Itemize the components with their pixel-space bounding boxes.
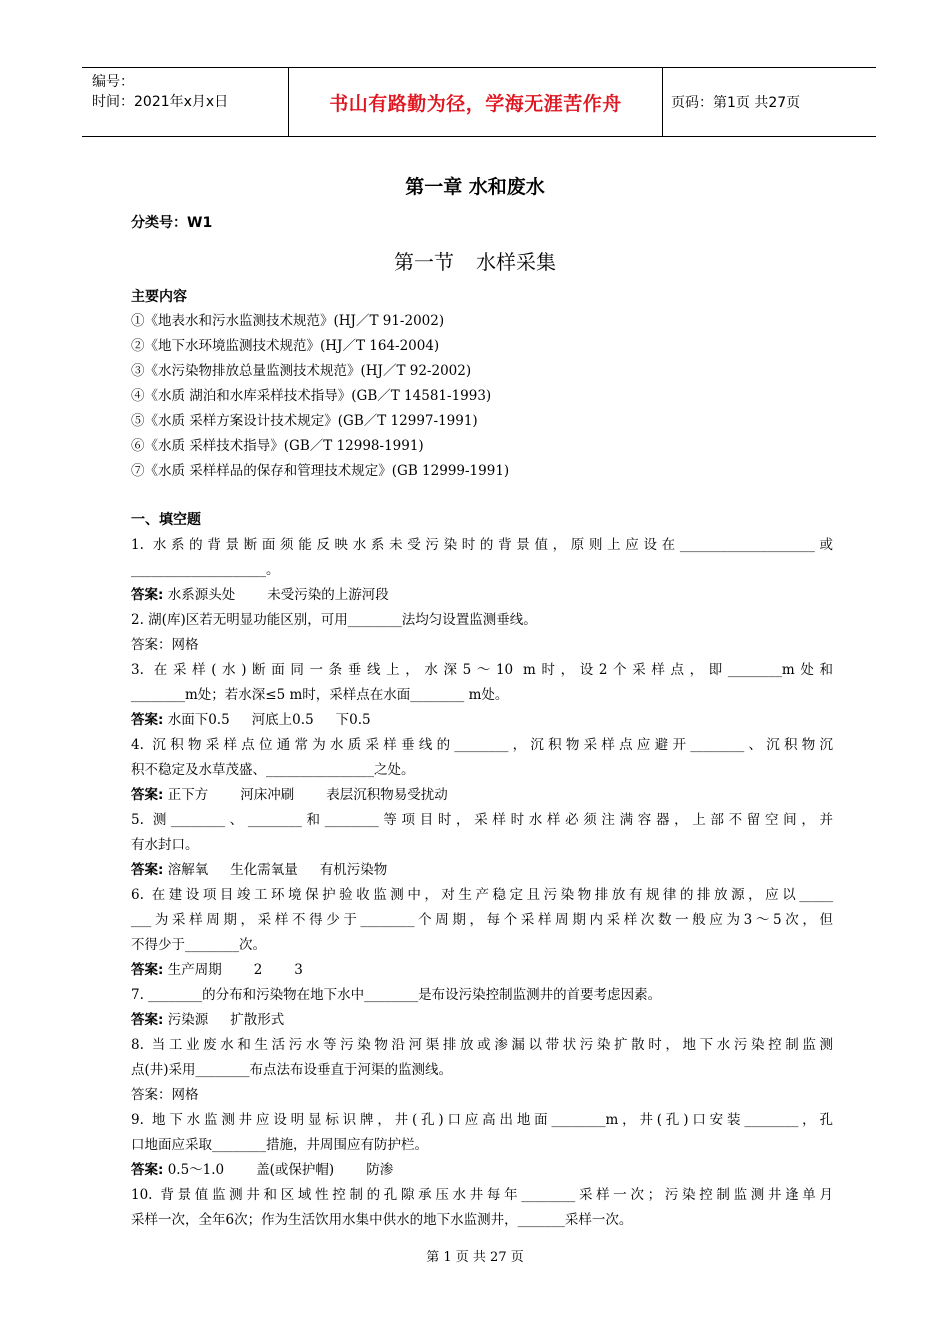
question-10-line-2: 采样一次，全年6次；作为生活饮用水集中供水的地下水监测井，_______采样一次。 <box>131 1212 633 1228</box>
answer-text: 防渗 <box>366 1162 394 1178</box>
answer-label: 答案： <box>131 1087 172 1103</box>
question-4-line-1: 4. 沉积物采样点位通常为水质采样垂线的________，沉积物采样点应避开________、沉积物沉 <box>131 737 833 753</box>
answer-text: 生化需氧量 <box>230 862 298 878</box>
answer-6 <box>131 958 833 983</box>
answer-text: 网格 <box>171 1087 199 1103</box>
answer-text: 0.5～1.0 <box>167 1162 225 1178</box>
answer-text: 正下方 <box>167 787 209 803</box>
answer-text: 网格 <box>171 637 199 653</box>
answer-text: 溶解氧 <box>167 862 209 878</box>
question-3-line-1: 3. 在采样(水)断面同一条垂线上，水深5～10 m时，设2个采样点，即________m处和 <box>131 662 833 678</box>
question-4-line-2: 积不稳定及水草茂盛、________________之处。 <box>131 762 415 778</box>
answer-text: 水系源头处 <box>167 587 236 603</box>
reference-item: ⑤《水质 采样方案设计技术规定》(GB／T 12997-1991) <box>131 413 478 429</box>
reference-item: ③《水污染物排放总量监测技术规范》(HJ／T 92-2002) <box>131 363 472 379</box>
question-9-line-2: 口地面应采取________措施，井周围应有防护栏。 <box>131 1137 428 1153</box>
answer-text: 2 <box>253 962 263 978</box>
answer-4 <box>131 783 833 808</box>
main-content <box>131 285 831 484</box>
header-motto-cell <box>288 68 663 136</box>
header-number-label: 编号： <box>92 74 134 90</box>
answer-text: 盖(或保护帽) <box>256 1162 335 1178</box>
answer-text: 下0.5 <box>335 712 371 728</box>
section-number: 第一节 <box>394 250 454 274</box>
question-8-line-2: 点(井)采用________布点法布设垂直于河渠的监测线。 <box>131 1062 453 1078</box>
reference-item: ④《水质 湖泊和水库采样技术指导》(GB／T 14581-1993) <box>131 388 492 404</box>
answer-text: 3 <box>294 962 303 978</box>
answer-7 <box>131 1008 833 1033</box>
question-5-line-1: 5. 测________、________和________等项目时，采样时水样必须注满容器，上部不留空间，并 <box>131 812 833 828</box>
header-time-label: 时间：2021年x月x日 <box>92 94 229 110</box>
answer-text: 水面下0.5 <box>167 712 230 728</box>
answer-label: 答案: <box>131 587 164 603</box>
reference-item: ⑥《水质 采样技术指导》(GB／T 12998-1991) <box>131 438 424 454</box>
question-2-line-1: 2. 湖(库)区若无明显功能区别，可用________法均匀设置监测垂线。 <box>131 612 537 628</box>
header-page-label: 页码：第1页 共27页 <box>671 95 801 111</box>
answer-text: 生产周期 <box>167 962 222 978</box>
class-number: 分类号：W1 <box>131 215 213 231</box>
answer-5 <box>131 858 833 883</box>
questions-heading: 一、填空题 <box>131 512 201 528</box>
question-5-line-2: 有水封口。 <box>131 837 199 853</box>
reference-item: ①《地表水和污水监测技术规范》(HJ／T 91-2002) <box>131 313 445 329</box>
answer-label: 答案: <box>131 1012 164 1028</box>
answer-label: 答案: <box>131 1162 164 1178</box>
question-10-line-1: 10. 背景值监测井和区域性控制的孔隙承压水井每年________采样一次；污染控制监测井逢单月 <box>131 1187 833 1203</box>
reference-item: ⑦《水质 采样样品的保存和管理技术规定》(GB 12999-1991) <box>131 463 510 479</box>
header-page-cell <box>663 68 876 136</box>
page-footer: 第 1 页 共 27 页 <box>426 1250 524 1265</box>
chapter-title: 第一章 水和废水 <box>405 176 545 198</box>
question-6-line-1: 6. 在建设项目竣工环境保护验收监测中，对生产稳定且污染物排放有规律的排放源，应以_____ <box>131 887 833 903</box>
section-title <box>0 246 950 275</box>
answer-label: 答案: <box>131 862 164 878</box>
answer-text: 河底上0.5 <box>251 712 314 728</box>
question-9-line-1: 9. 地下水监测井应设明显标识牌，井(孔)口应高出地面________m，井(孔)口安装________，孔 <box>131 1112 833 1128</box>
answer-text: 表层沉积物易受扰动 <box>326 787 448 803</box>
answer-label: 答案： <box>131 637 172 653</box>
question-3-line-2: ________m处；若水深≤5 m时，采样点在水面________ m处。 <box>131 687 509 703</box>
fill-in-questions <box>131 508 833 1233</box>
answer-8 <box>131 1083 833 1108</box>
answer-label: 答案: <box>131 787 164 803</box>
answer-2 <box>131 633 833 658</box>
header-motto: 书山有路勤为径，学海无涯苦作舟 <box>329 92 622 115</box>
section-name: 水样采集 <box>476 250 556 274</box>
answer-1 <box>131 583 833 608</box>
answer-text: 污染源 <box>167 1012 209 1028</box>
answer-text: 有机污染物 <box>319 862 388 878</box>
question-6-line-3: 不得少于________次。 <box>131 937 266 953</box>
answer-text: 扩散形式 <box>230 1012 285 1028</box>
answer-label: 答案: <box>131 962 164 978</box>
question-8-line-1: 8. 当工业废水和生活污水等污染物沿河渠排放或渗漏以带状污染扩散时，地下水污染控制监测 <box>131 1037 833 1053</box>
question-1-line-2: ____________________。 <box>131 562 280 578</box>
header-left-cell <box>82 68 288 136</box>
answer-9 <box>131 1158 833 1183</box>
main-content-heading: 主要内容 <box>131 289 187 305</box>
answer-text: 河床冲刷 <box>240 787 295 803</box>
question-1-line-1: 1. 水系的背景断面须能反映水系未受污染时的背景值，原则上应设在____________________或 <box>131 537 833 553</box>
question-6-line-2: ___为采样周期，采样不得少于________个周期，每个采样周期内采样次数一般应为3～5次，但 <box>131 912 833 928</box>
answer-text: 未受污染的上游河段 <box>267 587 389 603</box>
answer-label: 答案: <box>131 712 164 728</box>
question-7-line-1: 7. ________的分布和污染物在地下水中________是布设污染控制监测井的首要考虑因素。 <box>131 987 662 1003</box>
page-header <box>82 67 876 137</box>
reference-item: ②《地下水环境监测技术规范》(HJ／T 164-2004) <box>131 338 440 354</box>
answer-3 <box>131 708 833 733</box>
